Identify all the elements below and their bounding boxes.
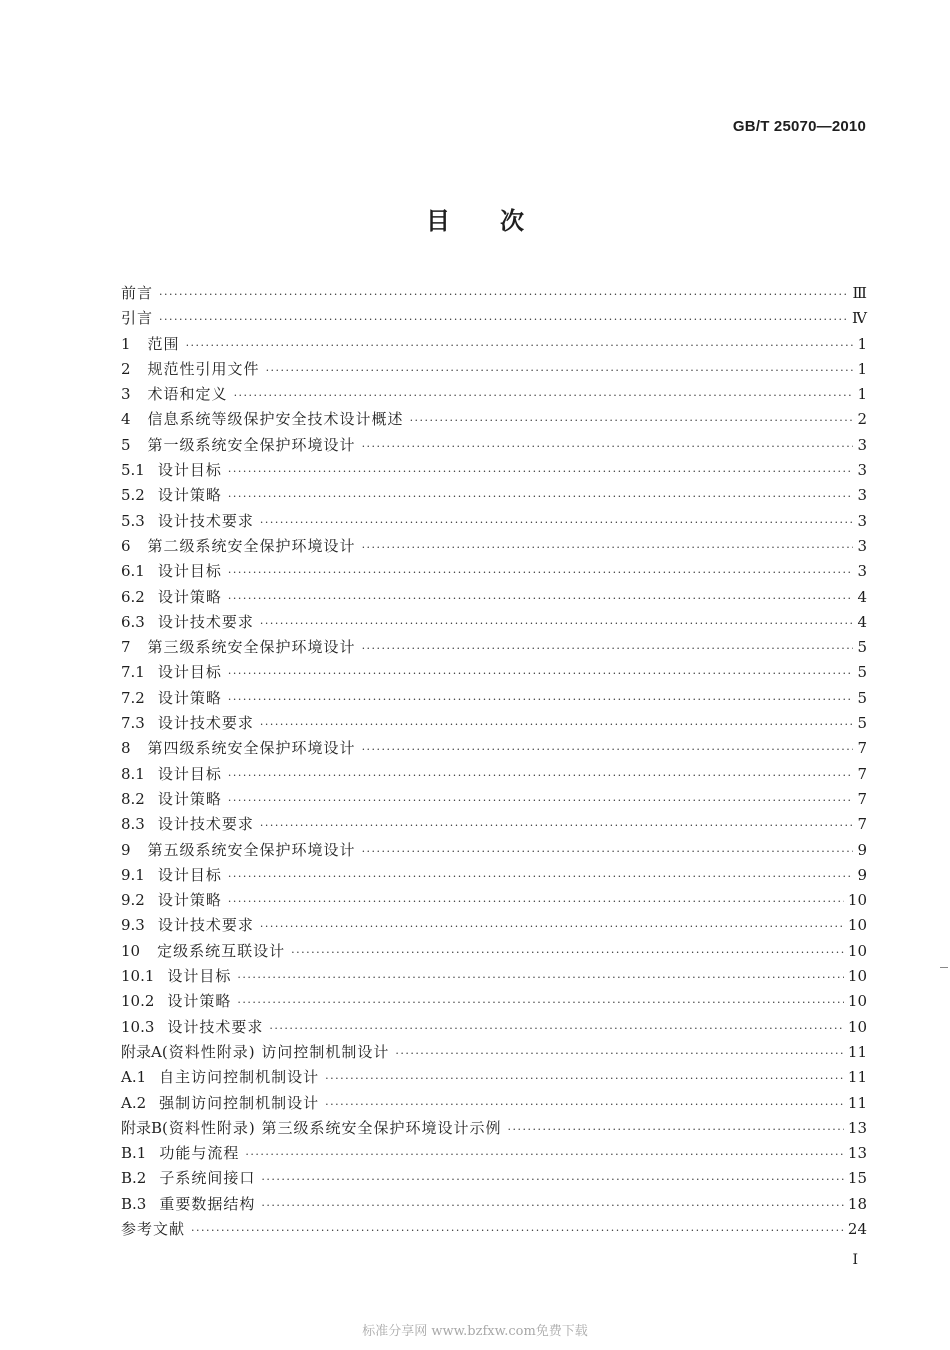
toc-leader-dots bbox=[260, 611, 853, 636]
toc-entry[interactable] bbox=[121, 660, 867, 685]
toc-leader-dots bbox=[228, 586, 853, 611]
toc-entry-page: 5 bbox=[857, 663, 867, 682]
toc-entry-number: 9.3 bbox=[121, 916, 145, 935]
toc-leader-dots bbox=[362, 434, 853, 459]
toc-entry[interactable] bbox=[121, 357, 867, 382]
toc-entry-label: (资料性附录) 访问控制机制设计 bbox=[161, 1042, 390, 1061]
toc-leader-dots bbox=[325, 1066, 844, 1091]
toc-entry-number: B.1 bbox=[121, 1144, 147, 1163]
toc-leader-dots bbox=[245, 1142, 844, 1167]
toc-entry-number: 8 bbox=[121, 739, 131, 758]
toc-entry-label: 规范性引用文件 bbox=[147, 359, 260, 378]
toc-entry[interactable] bbox=[121, 1141, 867, 1166]
toc-entry-page: 18 bbox=[847, 1194, 867, 1213]
toc-leader-dots bbox=[237, 990, 843, 1015]
toc-entry[interactable] bbox=[121, 888, 867, 913]
toc-entry[interactable] bbox=[121, 711, 867, 736]
toc-leader-dots bbox=[228, 661, 853, 686]
toc-entry-label: 第四级系统安全保护环境设计 bbox=[147, 739, 356, 758]
toc-entry-label: 设计策略 bbox=[167, 992, 232, 1011]
toc-entry-page: 10 bbox=[847, 941, 867, 960]
toc-leader-dots bbox=[266, 358, 853, 383]
toc-entry-number: 9.1 bbox=[121, 865, 145, 884]
toc-entry-page: 3 bbox=[857, 511, 867, 530]
toc-entry[interactable] bbox=[121, 332, 867, 357]
toc-entry[interactable] bbox=[121, 610, 867, 635]
toc-entry-label: 设计目标 bbox=[157, 764, 222, 783]
toc-entry-number: 9 bbox=[121, 840, 131, 859]
toc-entry[interactable] bbox=[121, 913, 867, 938]
toc-entry-label: 子系统间接口 bbox=[159, 1169, 256, 1188]
toc-entry-label: 自主访问控制机制设计 bbox=[159, 1068, 320, 1087]
toc-entry-page: 10 bbox=[847, 967, 867, 986]
toc-entry[interactable] bbox=[121, 863, 867, 888]
toc-entry-number: B.2 bbox=[121, 1169, 147, 1188]
toc-entry-number: 10.3 bbox=[121, 1017, 155, 1036]
toc-entry-number: 3 bbox=[121, 385, 131, 404]
toc-entry-number: 附录A bbox=[121, 1042, 162, 1061]
toc-entry-label: 第一级系统安全保护环境设计 bbox=[147, 435, 356, 454]
toc-entry-label: 设计策略 bbox=[157, 789, 222, 808]
toc-entry-number: 10.2 bbox=[121, 992, 155, 1011]
toc-entry[interactable] bbox=[121, 1065, 867, 1090]
toc-entry[interactable] bbox=[121, 812, 867, 837]
toc-entry-page: 5 bbox=[857, 714, 867, 733]
toc-entry-page: 3 bbox=[857, 461, 867, 480]
toc-leader-dots bbox=[228, 763, 853, 788]
toc-entry-label: 设计目标 bbox=[157, 562, 222, 581]
toc-entry-page: 7 bbox=[857, 764, 867, 783]
toc-entry-label: 设计目标 bbox=[157, 663, 222, 682]
toc-leader-dots bbox=[362, 839, 853, 864]
toc-leader-dots bbox=[228, 459, 853, 484]
toc-entry-number: 1 bbox=[121, 334, 131, 353]
toc-entry-label: 第三级系统安全保护环境设计 bbox=[147, 638, 356, 657]
toc-entry-page: Ⅳ bbox=[852, 309, 867, 328]
toc-entry[interactable] bbox=[121, 964, 867, 989]
toc-leader-dots bbox=[228, 864, 853, 889]
toc-entry-page: 11 bbox=[847, 1068, 867, 1087]
toc-entry-label: 前言 bbox=[121, 284, 154, 302]
toc-entry-label: (资料性附录) 第三级系统安全保护环境设计示例 bbox=[162, 1118, 502, 1137]
toc-entry[interactable] bbox=[121, 736, 867, 761]
toc-entry-number: 8.1 bbox=[121, 764, 145, 783]
toc-entry[interactable] bbox=[121, 1040, 867, 1065]
toc-entry-page: 5 bbox=[857, 688, 867, 707]
toc-entry-label: 强制访问控制机制设计 bbox=[159, 1093, 320, 1112]
toc-entry[interactable] bbox=[121, 939, 867, 964]
toc-entry[interactable] bbox=[121, 585, 867, 610]
toc-entry[interactable] bbox=[121, 989, 867, 1014]
toc-leader-dots bbox=[362, 737, 853, 762]
toc-entry-page: 24 bbox=[847, 1219, 867, 1238]
toc-entry[interactable] bbox=[121, 1116, 867, 1141]
toc-entry-label: 设计技术要求 bbox=[157, 511, 254, 530]
toc-entry-number: 附录B bbox=[121, 1118, 163, 1137]
toc-leader-dots bbox=[159, 307, 848, 332]
toc-entry-label: 设计技术要求 bbox=[157, 714, 254, 733]
toc-leader-dots bbox=[395, 1041, 844, 1066]
toc-entry-number: 5.1 bbox=[121, 461, 145, 480]
toc-leader-dots bbox=[260, 510, 853, 535]
toc-entry[interactable] bbox=[121, 635, 867, 660]
toc-entry-page: 10 bbox=[847, 1017, 867, 1036]
toc-entry-number: 6 bbox=[121, 536, 131, 555]
toc-leader-dots bbox=[237, 965, 843, 990]
toc-entry-number: 2 bbox=[121, 359, 131, 378]
document-code: GB/T 25070—2010 bbox=[732, 118, 866, 135]
toc-entry[interactable] bbox=[121, 1091, 867, 1116]
toc-entry[interactable] bbox=[121, 382, 867, 407]
toc-entry-number: 9.2 bbox=[121, 891, 145, 910]
toc-entry-page: 7 bbox=[857, 789, 867, 808]
toc-entry-page: 9 bbox=[857, 840, 867, 859]
toc-entry-number: 10 bbox=[121, 941, 141, 960]
toc-entry-page: 3 bbox=[857, 562, 867, 581]
toc-entry-number: B.3 bbox=[121, 1194, 147, 1213]
toc-entry-label: 设计策略 bbox=[157, 486, 222, 505]
toc-entry[interactable] bbox=[121, 458, 867, 483]
toc-leader-dots bbox=[261, 1167, 844, 1192]
table-of-contents bbox=[121, 281, 867, 1242]
toc-entry-label: 设计目标 bbox=[157, 461, 222, 480]
toc-entry-page: 11 bbox=[847, 1042, 867, 1061]
toc-entry[interactable] bbox=[121, 787, 867, 812]
toc-entry-label: 第二级系统安全保护环境设计 bbox=[147, 536, 356, 555]
toc-entry-page: 7 bbox=[857, 815, 867, 834]
toc-entry-page: 4 bbox=[857, 612, 867, 631]
toc-entry-label: 范围 bbox=[147, 334, 180, 353]
toc-entry[interactable] bbox=[121, 483, 867, 508]
toc-entry-number: 7.1 bbox=[121, 663, 145, 682]
page-number: I bbox=[852, 1252, 858, 1268]
toc-entry-number: A.2 bbox=[121, 1093, 147, 1112]
toc-leader-dots bbox=[261, 1193, 844, 1218]
toc-entry-number: 5 bbox=[121, 435, 131, 454]
toc-entry-page: 1 bbox=[857, 385, 867, 404]
toc-leader-dots bbox=[260, 813, 853, 838]
toc-entry-label: 设计技术要求 bbox=[157, 916, 254, 935]
toc-entry-label: 术语和定义 bbox=[147, 385, 228, 404]
toc-entry[interactable] bbox=[121, 1192, 867, 1217]
toc-entry[interactable] bbox=[121, 534, 867, 559]
watermark-text: 标准分享网 www.bzfxw.com免费下载 bbox=[362, 1324, 588, 1339]
toc-leader-dots bbox=[228, 484, 853, 509]
toc-entry[interactable] bbox=[121, 1166, 867, 1191]
toc-entry-number: 4 bbox=[121, 410, 131, 429]
toc-entry-page: 9 bbox=[857, 865, 867, 884]
toc-leader-dots bbox=[269, 1016, 843, 1041]
toc-entry-label: 设计技术要求 bbox=[157, 612, 254, 631]
toc-entry-number: 7 bbox=[121, 638, 131, 657]
toc-entry-label: 重要数据结构 bbox=[159, 1194, 256, 1213]
toc-entry-label: 参考文献 bbox=[121, 1219, 186, 1238]
toc-entry-number: 5.2 bbox=[121, 486, 145, 505]
toc-leader-dots bbox=[260, 712, 853, 737]
toc-entry-number: 7.2 bbox=[121, 688, 145, 707]
toc-leader-dots bbox=[325, 1092, 844, 1117]
toc-entry-number: 8.3 bbox=[121, 815, 145, 834]
toc-leader-dots bbox=[508, 1117, 844, 1142]
toc-leader-dots bbox=[159, 282, 849, 307]
toc-entry-label: 设计策略 bbox=[157, 688, 222, 707]
toc-entry[interactable] bbox=[121, 1015, 867, 1040]
toc-entry-number: 10.1 bbox=[121, 967, 155, 986]
toc-entry-label: 设计策略 bbox=[157, 587, 222, 606]
toc-entry-number: 6.1 bbox=[121, 562, 145, 581]
toc-entry-label: 设计目标 bbox=[157, 865, 222, 884]
toc-entry-page: 1 bbox=[857, 334, 867, 353]
toc-entry-page: 4 bbox=[857, 587, 867, 606]
toc-entry[interactable] bbox=[121, 686, 867, 711]
toc-leader-dots bbox=[228, 788, 853, 813]
toc-entry-page: 3 bbox=[857, 536, 867, 555]
toc-entry-label: 第五级系统安全保护环境设计 bbox=[147, 840, 356, 859]
toc-entry-number: 6.2 bbox=[121, 587, 145, 606]
toc-leader-dots bbox=[260, 914, 844, 939]
toc-entry-page: 10 bbox=[847, 992, 867, 1011]
toc-leader-dots bbox=[228, 560, 853, 585]
toc-entry-number: 5.3 bbox=[121, 511, 145, 530]
toc-entry-page: 3 bbox=[857, 435, 867, 454]
toc-entry-page: 11 bbox=[847, 1093, 867, 1112]
toc-entry-number: 8.2 bbox=[121, 789, 145, 808]
toc-leader-dots bbox=[362, 636, 853, 661]
page-title: 目次 bbox=[426, 207, 574, 235]
toc-entry-page: 7 bbox=[857, 739, 867, 758]
toc-leader-dots bbox=[228, 889, 844, 914]
toc-entry-label: 引言 bbox=[121, 309, 154, 328]
toc-leader-dots bbox=[191, 1218, 844, 1243]
toc-entry-label: 设计策略 bbox=[157, 891, 222, 910]
toc-entry-page: 13 bbox=[847, 1118, 867, 1137]
toc-entry-page: 2 bbox=[857, 410, 867, 429]
toc-entry-label: 功能与流程 bbox=[159, 1144, 240, 1163]
toc-entry[interactable] bbox=[121, 281, 867, 306]
toc-entry-label: 信息系统等级保护安全技术设计概述 bbox=[147, 410, 404, 429]
toc-entry-label: 定级系统互联设计 bbox=[157, 941, 286, 960]
toc-leader-dots bbox=[228, 687, 853, 712]
scan-edge-mark bbox=[940, 967, 948, 968]
toc-entry[interactable] bbox=[121, 407, 867, 432]
toc-entry[interactable] bbox=[121, 433, 867, 458]
toc-entry-page: 10 bbox=[847, 891, 867, 910]
toc-entry-page: 1 bbox=[857, 359, 867, 378]
toc-leader-dots bbox=[362, 535, 853, 560]
toc-entry-label: 设计技术要求 bbox=[167, 1017, 264, 1036]
toc-entry-page: 5 bbox=[857, 638, 867, 657]
toc-entry-number: A.1 bbox=[121, 1068, 147, 1087]
toc-entry-page: Ⅲ bbox=[852, 284, 867, 302]
toc-entry-number: 7.3 bbox=[121, 714, 145, 733]
toc-entry-number: 6.3 bbox=[121, 612, 145, 631]
toc-entry[interactable] bbox=[121, 559, 867, 584]
toc-leader-dots bbox=[186, 333, 853, 358]
toc-entry[interactable] bbox=[121, 306, 867, 331]
toc-entry-page: 15 bbox=[847, 1169, 867, 1188]
toc-entry-label: 设计技术要求 bbox=[157, 815, 254, 834]
toc-leader-dots bbox=[410, 408, 853, 433]
toc-entry-label: 设计目标 bbox=[167, 967, 232, 986]
toc-entry[interactable] bbox=[121, 762, 867, 787]
toc-entry-page: 13 bbox=[847, 1144, 867, 1163]
toc-leader-dots bbox=[234, 383, 853, 408]
toc-leader-dots bbox=[291, 940, 844, 965]
toc-entry[interactable] bbox=[121, 509, 867, 534]
toc-entry-page: 3 bbox=[857, 486, 867, 505]
toc-entry-page: 10 bbox=[847, 916, 867, 935]
toc-entry[interactable] bbox=[121, 838, 867, 863]
toc-entry[interactable] bbox=[121, 1217, 867, 1242]
